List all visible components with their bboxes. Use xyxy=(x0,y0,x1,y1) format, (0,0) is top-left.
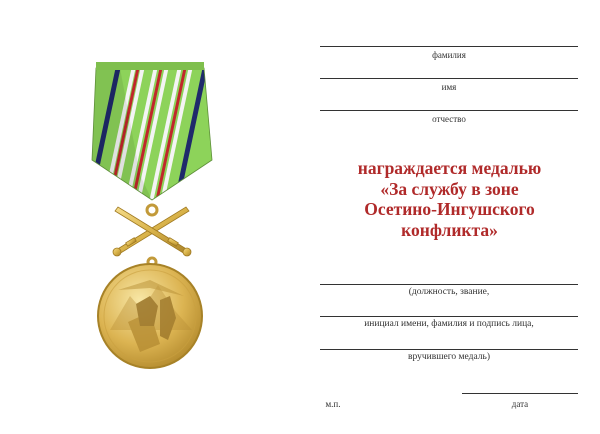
date-caption: дата xyxy=(511,399,529,409)
name-caption: имя xyxy=(441,82,457,92)
medal-illustration xyxy=(0,0,300,429)
award-line-4: конфликта» xyxy=(401,219,498,240)
medal-icon xyxy=(0,0,300,429)
signatory-line-3[interactable] xyxy=(320,349,578,350)
patronymic-caption: отчество xyxy=(432,114,466,124)
stamp-caption: м.п. xyxy=(325,399,341,409)
award-line-2: «За службу в зоне xyxy=(380,178,519,199)
date-line[interactable] xyxy=(462,393,578,394)
signatory-line-2[interactable] xyxy=(320,316,578,317)
award-statement xyxy=(322,158,577,240)
name-line[interactable] xyxy=(320,78,578,79)
signatory-caption-1: (должность, звание, xyxy=(408,287,490,297)
signatory-caption-3: вручившего медаль) xyxy=(408,352,490,362)
signatory-caption-2: инициал имени, фамилия и подпись лица, xyxy=(364,319,534,329)
patronymic-line[interactable] xyxy=(320,110,578,111)
signatory-line-1[interactable] xyxy=(320,284,578,285)
award-line-1: награждается медалью xyxy=(357,158,542,178)
surname-line[interactable] xyxy=(320,46,578,47)
surname-caption: фамилия xyxy=(432,50,466,60)
ribbon xyxy=(80,60,220,210)
award-line-3: Осетино-Ингушского xyxy=(364,199,535,219)
